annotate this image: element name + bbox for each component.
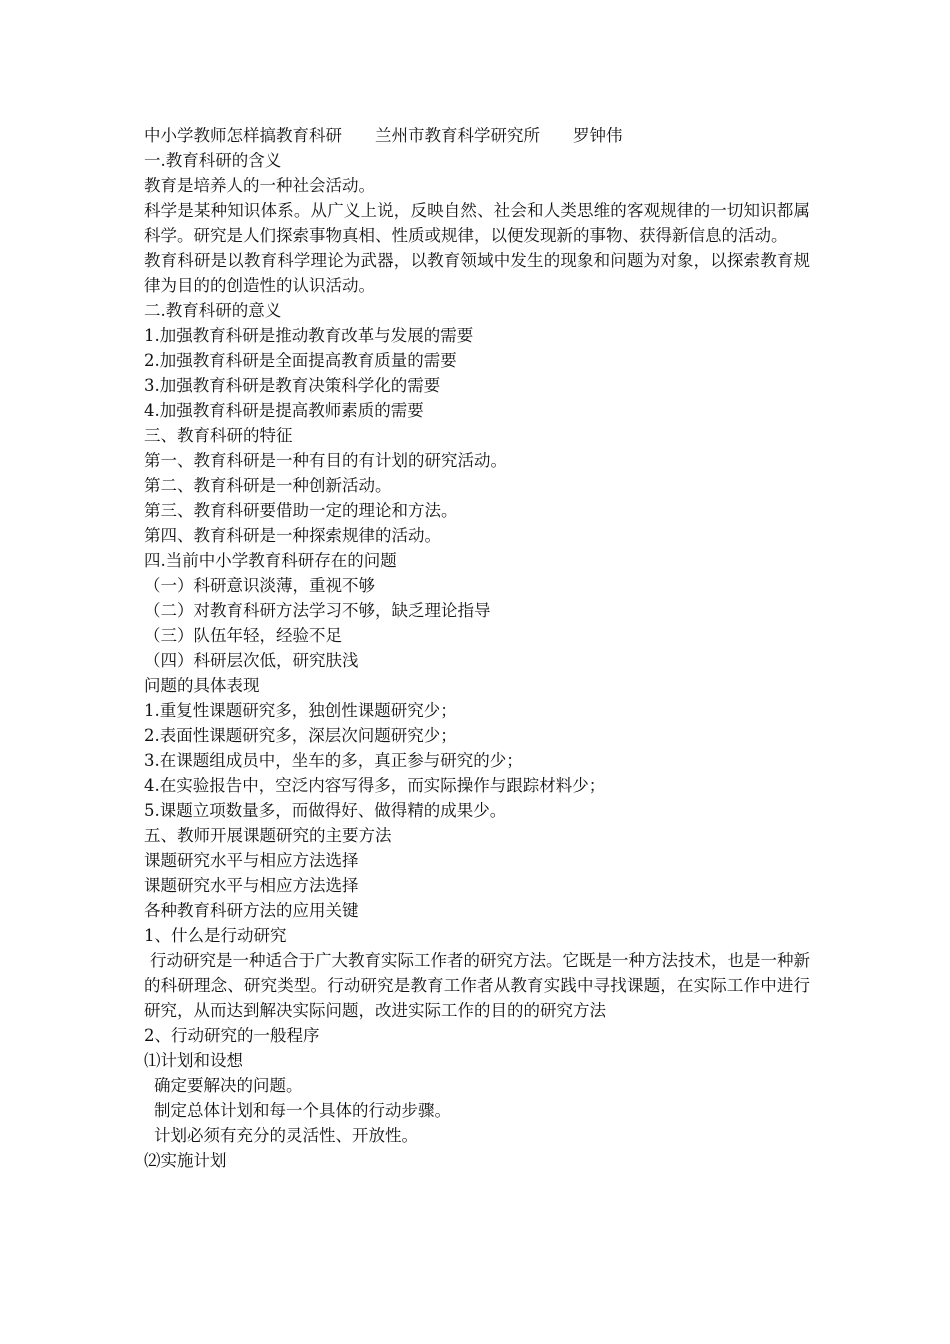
list-item: 第一、教育科研是一种有目的有计划的研究活动。 <box>144 451 507 470</box>
list-item: 制定总体计划和每一个具体的行动步骤。 <box>154 1101 451 1120</box>
list-item: 1.重复性课题研究多，独创性课题研究少； <box>144 701 457 720</box>
list-item: 第四、教育科研是一种探索规律的活动。 <box>144 526 441 545</box>
document-page <box>144 123 810 1173</box>
list-item: （四）科研层次低，研究肤浅 <box>144 651 359 670</box>
section-5-heading: 五、教师开展课题研究的主要方法 <box>144 826 392 845</box>
step-1-heading: ⑴计划和设想 <box>144 1051 243 1070</box>
action-research-heading: 1、什么是行动研究 <box>144 926 287 945</box>
list-item: 2.表面性课题研究多，深层次问题研究少； <box>144 726 457 745</box>
section-1-paragraph-3: 教育科研是以教育科学理论为武器，以教育领域中发生的现象和问题为对象，以探索教育规律为目的的创造性的认识活动。 <box>144 251 810 295</box>
list-item: （二）对教育科研方法学习不够，缺乏理论指导 <box>144 601 491 620</box>
section-1-paragraph-1: 教育是培养人的一种社会活动。 <box>144 176 375 195</box>
procedure-heading: 2、行动研究的一般程序 <box>144 1026 320 1045</box>
list-item: 1.加强教育科研是推动教育改革与发展的需要 <box>144 326 474 345</box>
list-item: 第三、教育科研要借助一定的理论和方法。 <box>144 501 458 520</box>
document-title: 中小学教师怎样搞教育科研 兰州市教育科学研究所 罗钟伟 <box>144 126 623 145</box>
list-item: 3.加强教育科研是教育决策科学化的需要 <box>144 376 441 395</box>
section-1-heading: 一.教育科研的含义 <box>144 151 282 170</box>
list-item: 第二、教育科研是一种创新活动。 <box>144 476 392 495</box>
list-item: 4.在实验报告中，空泛内容写得多，而实际操作与跟踪材料少； <box>144 776 606 795</box>
list-item: （三）队伍年轻，经验不足 <box>144 626 342 645</box>
list-item: 4.加强教育科研是提高教师素质的需要 <box>144 401 424 420</box>
list-item: 2.加强教育科研是全面提高教育质量的需要 <box>144 351 457 370</box>
list-item: （一）科研意识淡薄，重视不够 <box>144 576 375 595</box>
section-4-heading: 四.当前中小学教育科研存在的问题 <box>144 551 397 570</box>
text-line: 课题研究水平与相应方法选择 <box>144 851 359 870</box>
text-line: 各种教育科研方法的应用关键 <box>144 901 359 920</box>
section-2-heading: 二.教育科研的意义 <box>144 301 282 320</box>
list-item: 计划必须有充分的灵活性、开放性。 <box>154 1126 418 1145</box>
section-3-heading: 三、教育科研的特征 <box>144 426 293 445</box>
list-item: 3.在课题组成员中，坐车的多，真正参与研究的少； <box>144 751 523 770</box>
list-item: 确定要解决的问题。 <box>154 1076 303 1095</box>
list-item: 5.课题立项数量多，而做得好、做得精的成果少。 <box>144 801 507 820</box>
text-line: 课题研究水平与相应方法选择 <box>144 876 359 895</box>
step-2-heading: ⑵实施计划 <box>144 1151 227 1170</box>
section-4-subheading: 问题的具体表现 <box>144 676 260 695</box>
action-research-paragraph: 行动研究是一种适合于广大教育实际工作者的研究方法。它既是一种方法技术，也是一种新的科研理念、研究类型。行动研究是教育工作者从教育实践中寻找课题，在实际工作中进行研究，从而达到解决实际问题，改进实际工作的目的的研究方法 <box>144 951 810 1020</box>
section-1-paragraph-2: 科学是某种知识体系。从广义上说，反映自然、社会和人类思维的客观规律的一切知识都属科学。研究是人们探索事物真相、性质或规律，以便发现新的事物、获得新信息的活动。 <box>144 201 810 245</box>
